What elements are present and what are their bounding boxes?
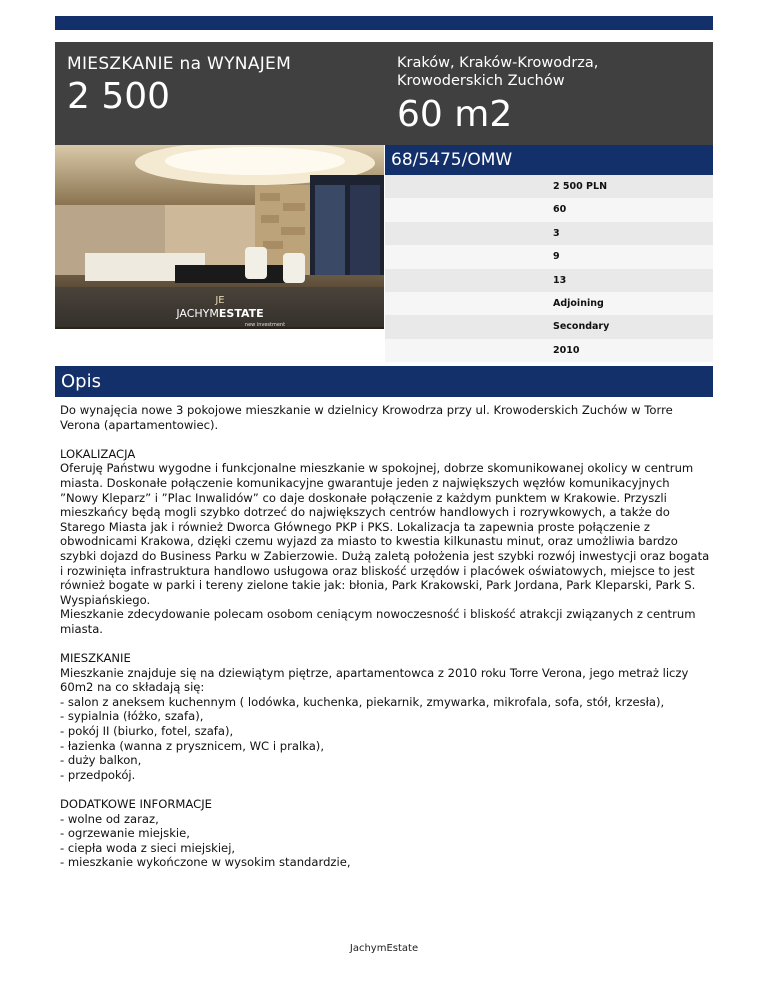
details-row	[385, 269, 713, 292]
description-paragraph: DODATKOWE INFORMACJE - wolne od zaraz, - ogrzewanie miejskie, - ciepła woda z sieci miejskiej, - mieszkanie wykończone w wysokim standardzie,	[60, 797, 351, 870]
description-paragraph: MIESZKANIE Mieszkanie znajduje się na dziewiątym piętrze, apartamentowca z 2010 roku Torre Verona, jego metraż liczy 60m2 na co składają się: - salon z aneksem kuchennym ( lodówka, kuchenka, piekarnik, zmywarka, mikrofala, sofa, stół, krzesła), - sypialnia (łóżko, szafa), - pokój II (biurko, fotel, szafa), - łazienka (wanna z prysznicem, WC i pralka), - duży balkon, - przedpokój.	[60, 651, 689, 782]
header-left	[67, 54, 291, 117]
details-row	[385, 339, 713, 362]
logo-subtitle: new investment	[244, 322, 286, 328]
details-value: Adjoining	[553, 297, 604, 309]
details-value: 60	[553, 204, 567, 216]
reference-number: 68/5475/OMW	[385, 145, 713, 175]
footer-brand: JachymEstate	[349, 943, 419, 954]
details-value: 2 500 PLN	[553, 181, 608, 192]
description-paragraph: LOKALIZACJA Oferuję Państwu wygodne i funkcjonalne mieszkanie w spokojnej, dobrze skomunikowanej okolicy w centrum miasta. Doskonałe połączenie komunikacyjne gwarantuje jeden z największych węzłów komunikacyjnych ”Nowy Kleparz” i ”Plac Inwalidów” co daje doskonałe połączenie z każdym punktem w Krakowie. Przyszli mieszkańcy będą mogli szybko dotrzeć do największych centrów handlowych i rozrywkowych, a także do Starego Miasta jak i również Dworca Głównego PKP i PKS. Lokalizacja ta zapewnia proste połączenie z obwodnicami Krakowa, dzięki czemu wyjazd za miasto to kwestia kilkunastu minut, oraz umożliwia bardzo szybki dojazd do Business Parku w Zabierzowie. Dużą zaletą położenia jest szybki rozwój inwestycji oraz bogata i rozwinięta infrastruktura handlowo usługowa oraz bliskość urzędów i placówek oświatowych, miejsce to jest również bogate w parki i tereny zielone takie jak: błonia, Park Krakowski, Park Jordana, Park Kleparski, Park S. Wyspiańskiego. Mieszkanie zdecydowanie polecam osobom ceniącym nowoczesność i bliskość atrakcji związanych z centrum miasta.	[60, 446, 710, 636]
details-row	[385, 292, 713, 315]
listing-type: MIESZKANIE na WYNAJEM	[67, 54, 292, 74]
details-value: 13	[553, 274, 567, 286]
top-accent-bar	[55, 16, 713, 30]
apartment-photo	[55, 145, 384, 329]
details-row	[385, 315, 713, 338]
listing-location: Kraków, Kraków-Krowodrza, Krowoderskich Zuchów	[397, 55, 599, 89]
details-row	[385, 222, 713, 245]
description-paragraph: Do wynajęcia nowe 3 pokojowe mieszkanie w dzielnicy Krowodrza przy ul. Krowoderskich Zuchów w Torre Verona (apartamentowiec).	[60, 403, 673, 432]
details-row	[385, 198, 713, 221]
svg-text:JE: JE	[215, 295, 225, 306]
logo-text: JACHYMESTATE	[176, 307, 264, 320]
details-value: 9	[553, 251, 560, 263]
listing-area: 60 m2	[397, 94, 513, 135]
details-value: 3	[553, 227, 560, 239]
details-value: Secondary	[553, 321, 610, 333]
details-row	[385, 245, 713, 268]
section-title-description: Opis	[55, 366, 713, 397]
details-table	[385, 175, 713, 362]
details-value: 2010	[553, 344, 580, 356]
listing-price: 2 500	[67, 76, 171, 117]
header-right	[397, 54, 697, 135]
details-row	[385, 175, 713, 198]
description-body	[60, 403, 710, 885]
listing-header	[55, 42, 713, 145]
